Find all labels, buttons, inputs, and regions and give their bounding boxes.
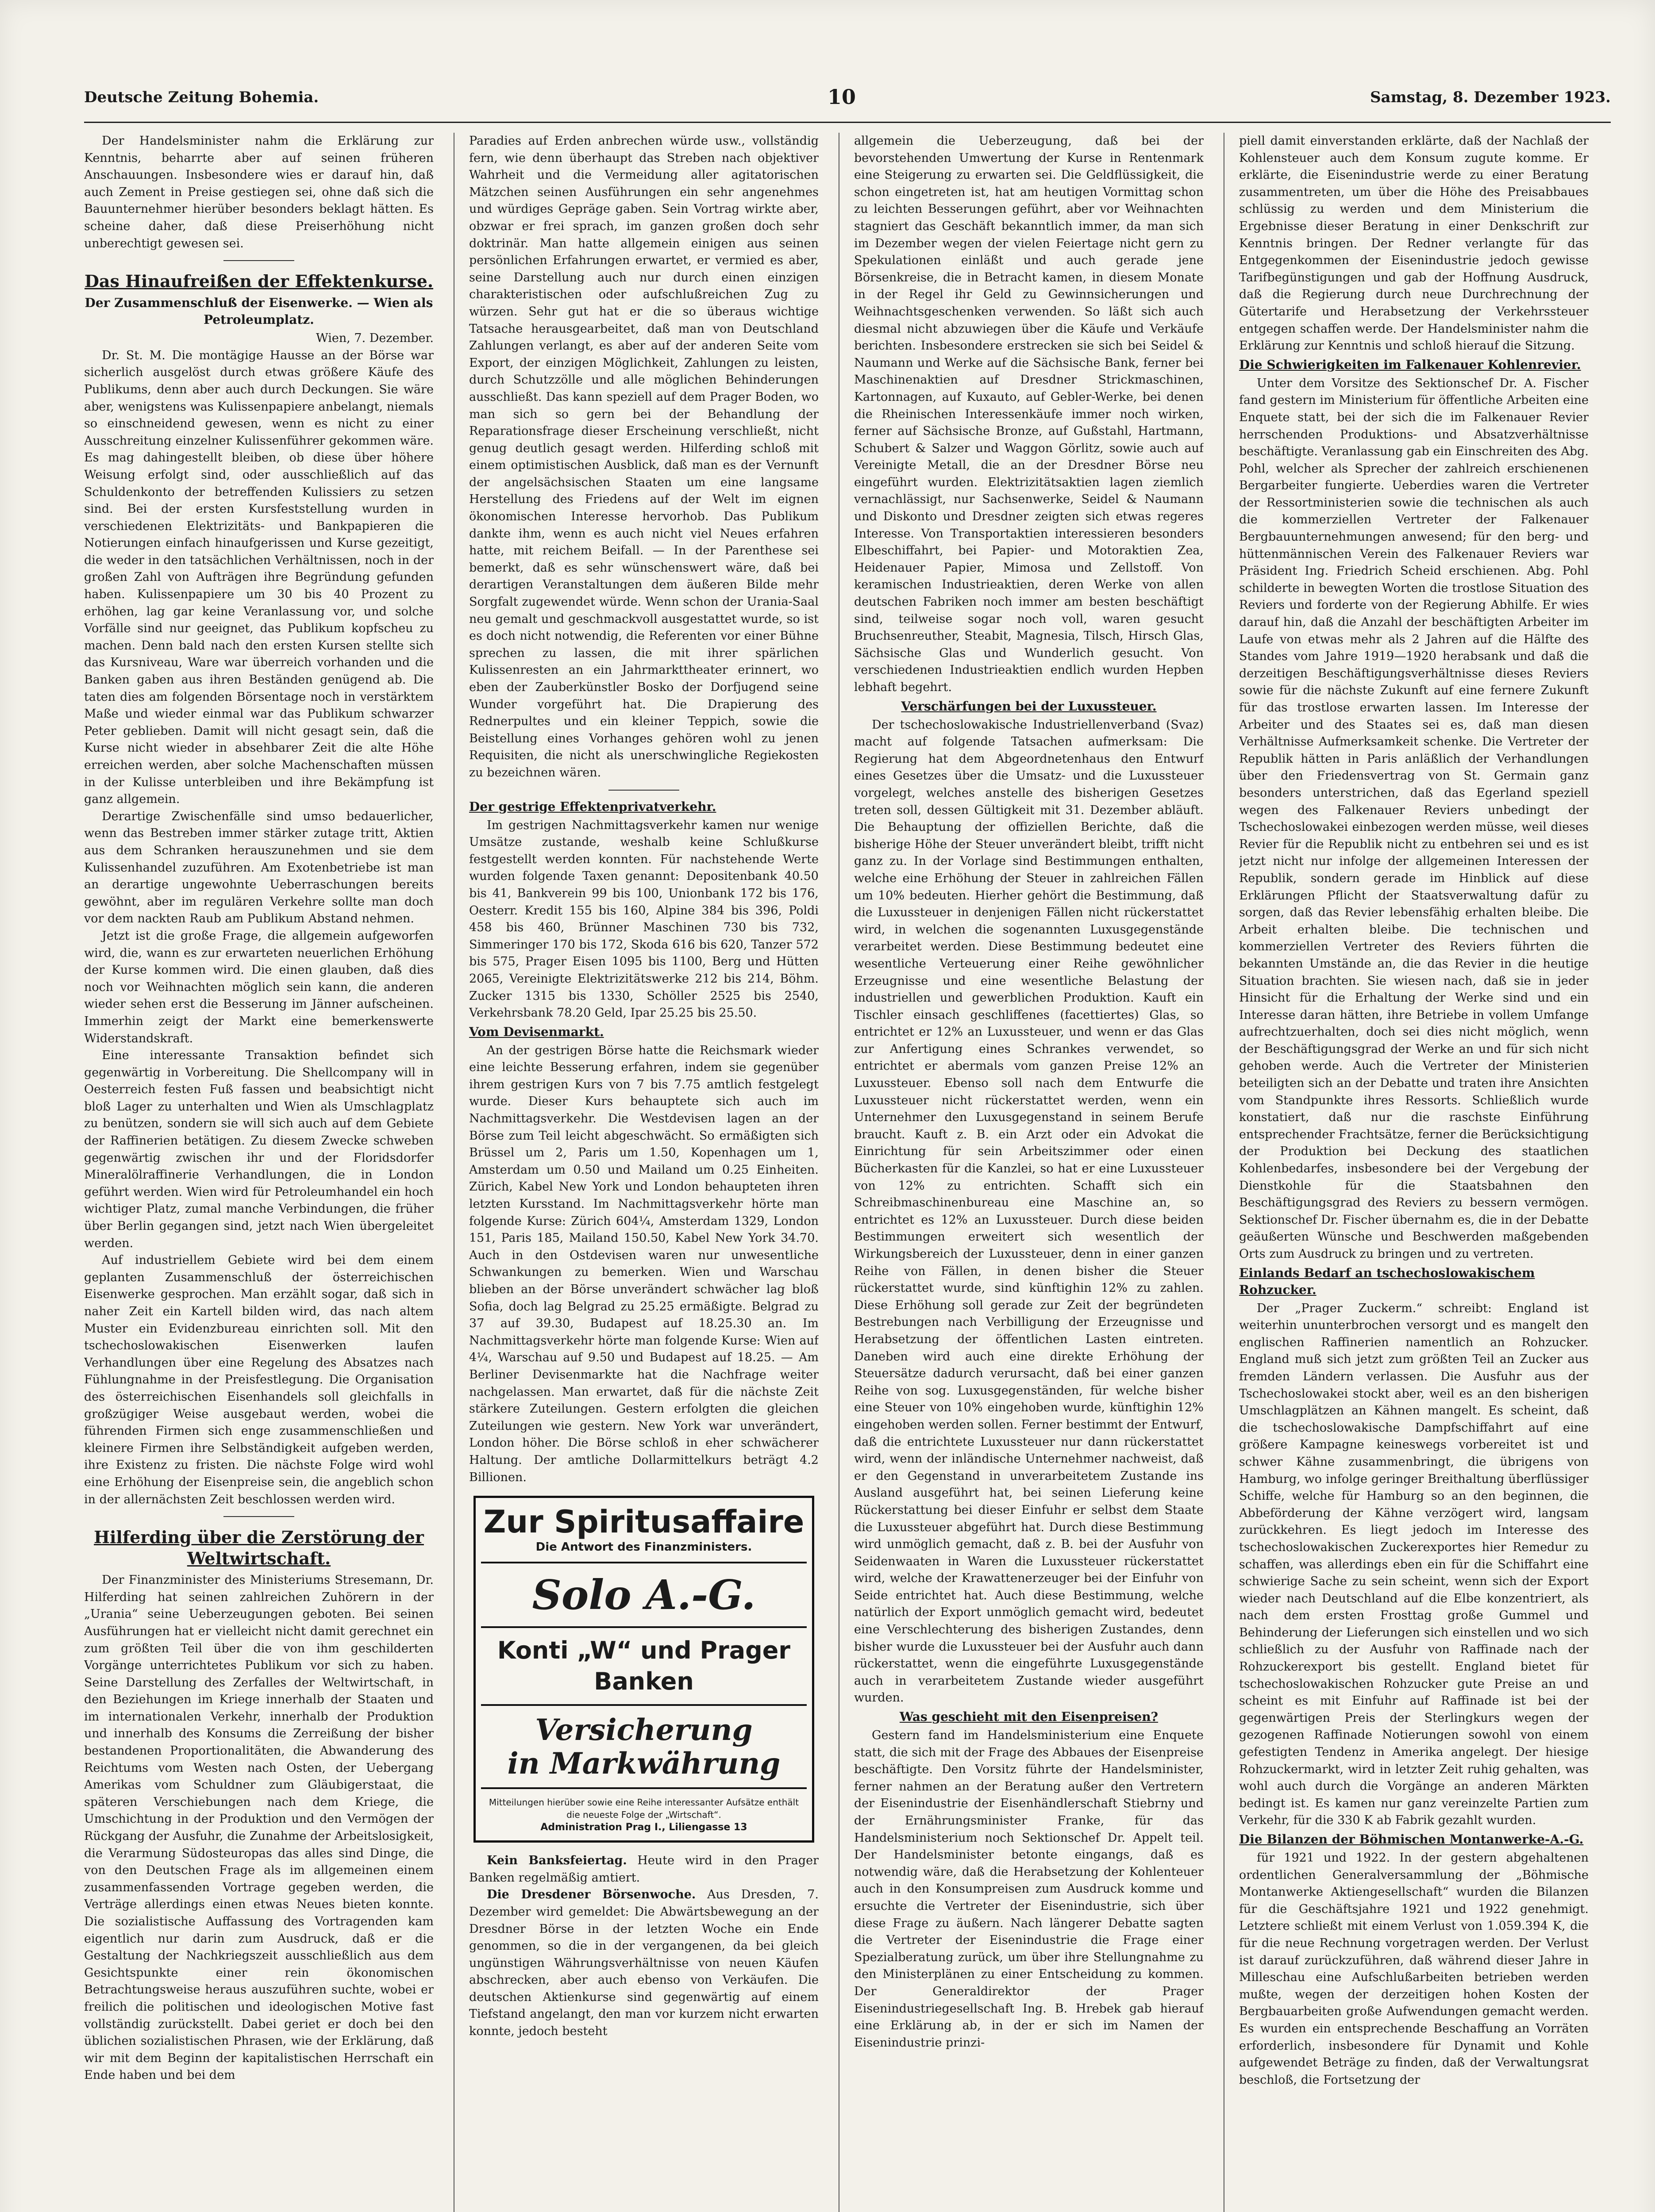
article-paragraph: Gestern fand im Handelsministerium eine Enquete statt, die sich mit der Frage des Abbaues der Eisenpreise beschäftigte. Den Vorsitz führte der Handelsminister, ferner nahmen an der Beratung außer den Vertretern der Eisenindustrie der Eisenhändlerschaft Stiebrny und der Ernährungsminister Franke, für das Handelsministerium noch Sektionschef Dr. Appelt teil. Der Handelsminister betonte eingangs, daß es notwendig wäre, daß die Herabsetzung der Kohlenteuer auch in den Konsumpreisen zum Ausdruck komme und ersuchte die Vertreter der Eisenindustrie, sich über diese Frage zu äußern. Nach längerer Debatte sagten die Vertreter der Eisenindustrie die Frage einer Spezialberatung zurück, um über ihre Stellungnahme zu den Ministerplänen zu einer Entscheidung zu kommen. Der Generaldirektor der Prager Eisenindustriegesellschaft Ing. B. Hrebek gab hierauf eine Erklärung ab, in der er sich im Namen der Eisenindustrie prinzi- — [854, 1728, 1204, 2050]
separator — [223, 260, 294, 261]
section-heading: Verschärfungen bei der Luxussteuer. — [901, 699, 1157, 714]
article-paragraph: Der „Prager Zuckerm.“ schreibt: England ist weiterhin ununterbrochen versorgt und es mangelt den englischen Raffinerien namentlich an Rohzucker. England muß sich jetzt zum größten Teil an Zucker aus fremden Ländern verlassen. Die Ausfuhr aus der Tschechoslowakei stockt aber, weil es an den bisherigen Umschlagplätzen an Kähnen mangelt. Es scheint, daß die tschechoslowakische Dampfschiffahrt auf eine größere Kampagne keineswegs vorbereitet ist und schwer Kähne zusammenbringt, die übrigens von Hamburg, wo infolge geringer Breithaltung überflüssiger Schiffe, welche für Hamburg so an den beginnen, die Abbeförderung der Kähne verzögert wird, langsam zurückkehren. Es liegt jedoch im Interesse des tschechoslowakischen Zuckerexportes hier Remedur zu schaffen, was allerdings eben ein für die Schiffahrt eine schwierige Sache zu sein scheint, wenn sich der Export wieder nach Deutschland auf die Elbe konzentriert, als nach dem ersten Frosttag große Gummel und Behinderung der Lieferungen sich einstellen und wo sich schließlich zu der Ausfuhr von Raffinade nach der Rohzuckerexport bis gestellt. England bietet für tschechoslowakischen Rohzucker gute Preise an und scheint es mit Einfuhr auf Raffinade ist bei der gegenwärtigen Preis der Sterlingkurs wegen der gezogenen Raffinade Notierungen sowohl von einem gefestigten Tendenz in Amerika angelegt. Der hiesige Rohzuckermarkt, wird in letzter Zeit ruhig gehalten, was wohl auch durch die Vorgänge an anderen Märkten bedingt ist. Es kamen nur ganz vereinzelte Partien zum Verkehr, für die 330 K ab Fabrik gezahlt wurden. — [1239, 1301, 1589, 1828]
masthead — [84, 85, 1611, 115]
ad-company: Solo A.-G. — [532, 1571, 756, 1619]
article-paragraph: Dr. St. M. Die montägige Hausse an der Börse war sicherlich ausgelöst durch etwas größere Käufe des Publikums, denn aber auch durch Deckungen. Sie wäre aber, wenigstens was Kulissenpapiere anbelangt, niemals so einschneidend gewesen, wenn es nicht zu einer Ausschreitung einzelner Kulissenführer gekommen wäre. Es mag dahingestellt bleiben, ob diese über höhere Weisung erfolgt sind, oder ausschließlich auf das Schuldenkonto der betreffenden Kulissiers zu setzen sind. Bei der ersten Kursfeststellung wurden in verschiedenen Elektrizitäts- und Bankpapieren die Notierungen einfach hinaufgerissen und Kurse gezeitigt, die weder in den tatsächlichen Verhältnissen, noch in der großen Zahl von Aufträgen ihre Begründung gefunden haben. Kulissenpapiere um 30 bis 40 Prozent zu erhöhen, lag gar keine Veranlassung vor, und solche Vorfälle sind nur geeignet, das Publikum kopfscheu zu machen. Denn bald nach den ersten Kursen stellte sich das Kursniveau, Ware war überreich vorhanden und die Banken gaben aus ihren Beständen genügend ab. Die taten dies am folgenden Börsentage noch in verstärktem Maße und wieder einmal war das Publikum schwarzer Peter geblieben. Damit will nicht gesagt sein, daß die Kurse nicht wieder in absehbarer Zeit die alte Höhe erreichen werden, aber solche Machenschaften müssen in der Kulisse unterbleiben und ihre Bekämpfung ist ganz allgemein. — [84, 348, 434, 806]
article-paragraph: für 1921 und 1922. In der gestern abgehaltenen ordentlichen Generalversammlung der „Böhmische Montanwerke Aktiengesellschaft“ wurden die Bilanzen für die Geschäftsjahre 1921 und 1922 genehmigt. Letztere schließt mit einem Verlust von 1.059.394 K, die für die neue Rechnung vorgetragen werden. Der Verlust ist darauf zurückzuführen, daß während dieser Jahre in Milleschau eine Aufschlußarbeiten betrieben werden mußte, wegen der derzeitigen hohen Kosten der Bergbauarbeiten große Aufwendungen gemacht werden. Es wurden ein entsprechende Beschaffung an Vorräten erforderlich, insbesondere für Dynamit und Kohle aufgewendet Beträge zu finden, daß der Verwaltungsrat beschloß, die Fortsetzung der — [1239, 1851, 1589, 2087]
article-paragraph: An der gestrigen Börse hatte die Reichsmark wieder eine leichte Besserung erfahren, indem sie gegenüber ihrem gestrigen Kurs von 7 bis 7.75 amtlich festgelegt wurde. Dieser Kurs behauptete sich auch im Nachmittagsverkehr. Die Westdevisen lagen an der Börse zum Teil leicht abgeschwächt. So ermäßigten sich Brüssel um 2, Paris um 1.50, Kopenhagen um 1, Amsterdam um 0.50 und Mailand um 0.25 Einheiten. Zürich, Kabel New York und London behaupteten ihren letzten Kursstand. Im Nachmittagsverkehr hörte man folgende Kurse: Zürich 604¼, Amsterdam 1329, London 151, Paris 185, Mailand 150.50, Kabel New York 34.70. Auch in den Ostdevisen waren nur unwesentliche Schwankungen zu bemerken. Wien und Warschau blieben an der Börse unverändert schwächer lag bloß Sofia, doch lag Belgrad zu 25.25 ermäßigte. Belgrad zu 37 auf 39.30, Budapest auf 18.25.30 an. Im Nachmittagsverkehr hörte man folgende Kurse: Wien auf 4¼, Warschau auf 9.50 und Budapest auf 18.25. — Am Berliner Devisenmarkte hat die Nachfrage weiter nachgelassen. Man erwartet, daß für die nächste Zeit stärkere Zuteilungen. Gestern erfolgten die gleichen Zuteilungen wie gestern. New York war unverändert, London höher. Die Börse schloß in eher schwächerer Haltung. Der amtliche Dollarmittelkurs beträgt 4.2 Billionen. — [469, 1043, 819, 1484]
section-heading: Einlands Bedarf an tschechoslowakischem Rohzucker. — [1239, 1265, 1535, 1297]
ad-divider — [481, 1626, 807, 1628]
ad-line: Konti „W“ und Prager Banken — [497, 1636, 791, 1696]
article-paragraph: Der Finanzminister des Ministeriums Stresemann, Dr. Hilferding hat seinen zahlreichen Zuhörern in der „Urania“ seine Ueberzeugungen geboten. Bei seinen Ausführungen hat er vielleicht nicht damit gerechnet ein zum größten Teil über die von ihm geschilderten Vorgänge unterrichtetes Publikum vor sich zu haben. Seine Darstellung des Zerfalles der Weltwirtschaft, in den Beziehungen im Kriege innerhalb der Staaten und im internationalen Verkehr, innerhalb der Produktion und innerhalb des Konsums die Zerreißung der bisher bestandenen Proportionalitäten, die Abwanderung des Reichtums vom Westen nach Osten, der Uebergang Amerikas vom Schuldner zum Gläubigerstaat, die späteren Verschiebungen nach dem Kriege, die Umschichtung in der Produktion und den Vermögen der Rückgang der Ausfuhr, die Zunahme der Arbeitslosigkeit, die Verarmung Südosteuropas das alles sind Dinge, die von den Deutschen Frage als im allgemeinen einem zusammenfassenden Vortrage gegeben werden, die Verträge allerdings einen etwas Neues bieten konnte. Die sozialistische Auffassung des Vortragenden kam eigentlich nur darin zum Ausdruck, daß er die Gestaltung der Nachkriegszeit ausschließlich aus dem Gesichtspunkte einer rein ökonomischen Betrachtungsweise heraus auszuführen suchte, wobei er freilich die politischen und ideologischen Motive fast vollständig zurückstellt. Dabei geriet er doch bei den üblichen sozialistischen Phrasen, wie der Erklärung, daß wir mit dem Beginn der kapitalistischen Herrschaft ein Ende haben und bei dem — [84, 1573, 434, 2082]
article-paragraph: Derartige Zwischenfälle sind umso bedauerlicher, wenn das Bestreben immer stärker zutage tritt, Aktien aus dem Schranken herauszunehmen und sie dem Kulissenhandel zuzuführen. Am Exotenbetriebe ist man an derartige ungewohnte Ueberraschungen bereits gewöhnt, aber im regulären Verkehre sollte man doch vor dem nackten Raub am Publikum Abstand nehmen. — [84, 809, 434, 926]
section-heading: Was geschieht mit den Eisenpreisen? — [899, 1709, 1158, 1724]
ad-note: Mitteilungen hierüber sowie eine Reihe interessanter Aufsätze enthält die neueste Folge der „Wirtschaft“. — [489, 1797, 799, 1820]
column-4 — [1239, 133, 1589, 2212]
dateline: Wien, 7. Dezember. — [316, 331, 434, 346]
separator — [223, 1516, 294, 1517]
ad-divider — [481, 1704, 807, 1706]
section-heading: Der gestrige Effektenprivatverkehr. — [469, 799, 716, 814]
ad-subtitle: Die Antwort des Finanzministers. — [535, 1540, 752, 1554]
article-paragraph: allgemein die Ueberzeugung, daß bei der bevorstehenden Umwertung der Kurse in Rentenmark eine Steigerung zu erwarten sei. Die Geldflüssigkeit, die schon eingetreten ist, hat am heutigen Vormittag schon zu leichten Besserungen geführt, aber vor Weihnachten stagniert das Geschäft bekanntlich immer, da man sich im Dezember wegen der vielen Feiertage nicht gern zu Spekulationen einläßt und auch gerade jene Börsenkreise, die in Betracht kamen, in diesem Monate in der Regel ihr Geld zu Gewinnsicherungen und Weihnachtsgeschenken verwenden. So läßt sich auch diesmal nicht abzuwiegen über die Käufe und Verkäufe berichten. Insbesondere erstrecken sie sich bei Seidel & Naumann und Werke auf die Sächsische Bank, ferner bei Maschinenaktien auf Dresdner Strickmaschinen, Kartonnagen, auf Kuxauto, auf Gebler-Werke, bei denen die Rheinischen Interessenkäufe immer noch wirken, ferner auf Sächsische Bronze, auf Gußstahl, Hartmann, Schubert & Salzer und Waggon Görlitz, sowie auch auf Vereinigte Metall, die an der Dresdner Börse neu eingeführt wurden. Elektrizitätsaktien lagen ziemlich vernachlässigt, nur Sachsenwerke, Seidel & Naumann und Diskonto und Dresdner zeigten sich etwas regeres Interesse. Von Transportaktien interessieren besonders Elbeschiffahrt, bei Papier- und Motoraktien Zea, Heidenauer Papier, Mimosa und Zellstoff. Von keramischen Industrieaktien, deren Werke von allen deutschen Fabriken noch immer am besten beschäftigt sind, teilweise sogar noch voll, waren gesucht Bruchsenreuther, Steabit, Magnesia, Tilsch, Hirsch Glas, Sächsische Glas und Wunderlich gesucht. Von verschiedenen Industrieaktien endlich wurden Hepben lebhaft begehrt. — [854, 134, 1204, 694]
article-paragraph: Jetzt ist die große Frage, die allgemein aufgeworfen wird, die, wann es zur erwarteten neuerlichen Erhöhung der Kurse kommen wird. Die einen glauben, daß dies noch vor Weihnachten möglich sein kann, die anderen wieder sehen erst die Besserung im Jänner aufscheinen. Immerhin zeigt der Markt eine bemerkenswerte Widerstandskraft. — [84, 929, 434, 1045]
article-headline: Das Hinaufreißen der Effektenkurse. — [84, 271, 434, 292]
article-paragraph: Im gestrigen Nachmittagsverkehr kamen nur wenige Umsätze zustande, weshalb keine Schlußkurse festgestellt werden konnten. Für nachstehende Werte wurden folgende Taxen genannt: Depositenbank 40.50 bis 41, Bankverein 99 bis 100, Unionbank 172 bis 176, Oesterr. Kredit 155 bis 160, Alpine 384 bis 396, Poldi 458 bis 460, Brünner Maschinen 730 bis 732, Simmeringer 170 bis 172, Skoda 616 bis 620, Tanzer 572 bis 575, Prager Eisen 1095 bis 1100, Berg und Hütten 2065, Vereinigte Elektrizitätswerke 212 bis 214, Böhm. Zucker 1315 bis 1330, Schöller 2525 bis 2540, Verkehrsbank 78.20 Geld, Ipar 25.25 bis 25.50. — [469, 818, 819, 1020]
article-paragraph: Der Handelsminister nahm die Erklärung zur Kenntnis, beharrte aber auf seinen früheren Anschauungen. Insbesondere wies er darauf hin, daß auch Zement in Preise gestiegen sei, ohne daß sich die Bauunternehmer hierüber besonders beklagt hätten. Es scheine daher, daß diese Preiserhöhung nicht unberechtigt gewesen sei. — [84, 134, 434, 250]
ad-headline-2: in Markwährung — [507, 1746, 781, 1781]
column-3 — [854, 133, 1204, 2212]
article-headline: Hilferding über die Zerstörung der Weltwirtschaft. — [94, 1527, 424, 1569]
news-text: Heute wird in den Prager Banken regelmäßig amtiert. — [469, 1854, 819, 1885]
article-paragraph: Paradies auf Erden anbrechen würde usw., vollständig fern, wie denn überhaupt das Streben nach objektiver Wahrheit und die Vermeidung aller agitatorischen Mätzchen seinen Ausführungen ein sehr angenehmes und würdiges Gepräge gaben. Sein Vortrag wirkte aber, obzwar er frei sprach, im ganzen großen doch sehr doktrinär. Man hatte allgemein einigen aus seinen persönlichen Erfahrungen erwartet, er vermied es aber, seine Darstellung auch nur durch einen einzigen charakteristischen oder aufschlußreichen Zug zu würzen. Sehr gut hat er die so überaus wichtige Tatsache herausgearbeitet, daß man von Deutschland Zahlungen verlangt, es aber auf der anderen Seite vom Export, der einzigen Möglichkeit, Zahlungen zu leisten, durch Schutzzölle und alle möglichen Behinderungen ausschließt. Das kann speziell auf dem Prager Boden, wo man sich so gern bei der Behandlung der Reparationsfrage dieser Erscheinung verschließt, nicht genug deutlich gesagt werden. Hilferding schloß mit einem optimistischen Ausblick, daß man es der Vernunft der angelsächsischen Staaten um eine langsame Herstellung des Friedens auf der Welt im eignen ökonomischen Interesse hervorhob. Das Publikum dankte ihm, wenn es auch nicht viel Neues erfahren hatte, mit reichem Beifall. — In der Parenthese sei bemerkt, daß es sehr wünschenswert wäre, daß bei derartigen Veranstaltungen dem äußeren Bilde mehr Sorgfalt zugewendet würde. Wenn schon der Urania-Saal neu gemalt und geschmackvoll ausgestattet wurde, so ist es doch nicht notwendig, die Referenten vor einer Bühne sprechen zu lassen, die mit ihrer spärlichen Kulissenresten an ein Jahrmarkttheater erinnert, wo eben der Zauberkünstler Bosko der Dorfjugend seine Wunder vorgeführt hat. Die Drapierung des Rednerpultes und ein kleiner Teppich, sowie die Beistellung eines Vorhanges gehören wohl zu jenen Requisiten, die nicht als unerschwingliche Regiekosten zu bezeichnen wären. — [469, 134, 819, 780]
page-number: 10 — [828, 85, 856, 109]
article-paragraph: Der tschechoslowakische Industriellenverband (Svaz) macht auf folgende Tatsachen aufmerksam: Die Regierung hat dem Abgeordnetenhaus den Entwurf eines Gesetzes über die Umsatz- und die Luxussteuer vorgelegt, welches anstelle des bisherigen Gesetzes treten soll, dessen Gültigkeit mit 31. Dezember abläuft. Die Behauptung der offiziellen Berichte, daß die bisherige Höhe der Steuer unverändert bleibt, trifft nicht ganz zu. In der Vorlage sind Bestimmungen enthalten, welche eine Erhöhung der Steuer in zahlreichen Fällen um 10% bedeuten. Hierher gehört die Bestimmung, daß die Luxussteuer in denjenigen Fällen nicht rückerstattet wird, in welchen die sogenannten Luxusgegenstände verarbeitet werden. Diese Bestimmung bedeutet eine wesentliche Verteuerung einer Reihe gewöhnlicher Erzeugnisse und eine wesentliche Belastung der industriellen und gewerblichen Produktion. Kauft ein Tischler einsach geschliffenes (facettiertes) Glas, so entrichtet er 12% an Luxussteuer, und wenn er das Glas zur Anfertigung eines Schrankes verwendet, so entrichtet er abermals vom ganzen Preise 12% an Luxussteuer. Ebenso soll nach dem Entwurfe die Luxussteuer nicht rückerstattet werden, wenn ein Unternehmer den Luxusgegenstand in seinem Berufe braucht. Kauft z. B. ein Arzt oder ein Advokat die Einrichtung für sein Arbeitszimmer oder einen Bücherkasten für die Kanzlei, so hat er eine Luxussteuer von 12% zu entrichten. Schafft sich ein Schreibmaschinenbureau eine Maschine an, so entrichtet es 12% an Luxussteuer. Durch diese beiden Bestimmungen erweitert sich wesentlich der Wirkungsbereich der Luxussteuer, denn in einer ganzen Reihe von Fällen, in denen bisher die Steuer rückerstattet wurde, sind künftighin 12% zu zahlen. Diese Erhöhung soll gerade zur Zeit der begründeten Bestrebungen nach Verbilligung der Erzeugnisse und Herabsetzung der öffentlichen Lasten eintreten. Daneben wird auch eine direkte Erhöhung der Steuersätze dadurch verursacht, daß bei einer ganzen Reihe von sog. Luxusgegenständen, für welche bisher eine Steuer von 10% eingehoben wurde, künftighin 12% eingehoben werden sollen. Ferner bestimmt der Entwurf, daß die entrichtete Luxussteuer nur dann rückerstattet wird, wenn der inländische Unternehmer nachweist, daß er den Gegenstand in unverarbeitetem Zustande ins Ausland ausgeführt hat, bei seinen Lieferung keine Rückerstattung bei dieser Einfuhr er selbst dem Staate die Luxussteuer abgeführt hat. Durch diese Bestimmung wird unmöglich gemacht, daß z. B. bei der Ausfuhr von Seidenwaaten in Waren die Luxussteuer rückerstattet wird, welche der Krawattenerzeuger bei der Einfuhr von Seide entrichtet hat. Auch diese Bestimmung, welche natürlich der Export unmöglich gemacht wird, bedeutet eine Verschlechterung des bisherigen Zustandes, denn bisher wurde die Luxussteuer bei der Ausfuhr auch dann rückerstattet, wenn die eingeführte Luxusgegenstände auch in verarbeitetem Zustande wieder ausgeführt wurden. — [854, 718, 1204, 1705]
ad-divider — [481, 1562, 807, 1563]
masthead-rule — [84, 122, 1611, 123]
article-paragraph: piell damit einverstanden erklärte, daß der Nachlaß der Kohlensteuer auch dem Konsum zugute komme. Er erklärte, die Eisenindustrie werde zu einer Beratung zusammentreten, um über die Höhe des Preisabbaues schlüssig zu werden und dem Ministerium die Ergebnisse dieser Beratung in einer Denkschrift zur Kenntnis bringen. Der Redner verlangte für das Entgegenkommen der Eisenindustrie jedoch gewisse Tarifbegünstigungen und gab der Hoffnung Ausdruck, daß die Regierung durch neue Durchrechnung der Gütertarife und Herabsetzung der Verkehrssteuer entgegen schaffen werde. Der Handelsminister nahm die Erklärung zur Kenntnis und schloß hierauf die Sitzung. — [1239, 134, 1589, 353]
article-subheadline: Der Zusammenschluß der Eisenwerke. — Wien als Petroleumplatz. — [85, 296, 433, 327]
advertisement — [473, 1496, 814, 1843]
ad-divider — [481, 1787, 807, 1789]
column-2 — [469, 133, 819, 2212]
column-1 — [84, 133, 434, 2212]
news-head: Die Dresdener Börsenwoche. — [487, 1888, 696, 1902]
ad-title: Zur Spiritusaffaire — [483, 1504, 804, 1540]
article-paragraph: Eine interessante Transaktion befindet sich gegenwärtig in Vorbereitung. Die Shellcompany will in Oesterreich festen Fuß fassen und beabsichtigt nicht bloß Lager zu unterhalten und Wien als Umschlagplatz zu benützen, sondern sie will sich auch auf dem Gebiete der Raffinerien betätigen. Zu diesem Zwecke schweben gegenwärtig zwischen ihr und der Floridsdorfer Mineralölraffinerie Verhandlungen, die in London geführt werden. Wien wird für Petroleumhandel ein hoch wichtiger Platz, zumal manche Verbindungen, die früher über Berlin gegangen sind, jetzt nach Wien übergeleitet werden. — [84, 1048, 434, 1250]
issue-date: Samstag, 8. Dezember 1923. — [1370, 88, 1611, 106]
news-text: Aus Dresden, 7. Dezember wird gemeldet: Die Abwärtsbewegung an der Dresdner Börse in der letzten Woche ein Ende genommen, so die in der vergangenen, da bei gleich ungünstigen Währungsverhältnisse von neuen Käufen abschrecken, aber auch ebenso von Verkäufen. Die deutschen Aktienkurse sind gegenwärtig auf einem Tiefstand angelangt, den man vor kurzem nicht erwarten konnte, jedoch besteht — [469, 1888, 819, 2039]
section-heading: Die Schwierigkeiten im Falkenauer Kohlenrevier. — [1239, 357, 1581, 372]
article-paragraph: Auf industriellem Gebiete wird bei dem einem geplanten Zusammenschluß der österreichischen Eisenwerke gesprochen. Man erzählt sogar, daß sich in naher Zeit ein Kartell bilden wird, das nach altem Muster ein Evidenzbureau einrichten soll. Mit den tschechoslowakischen Eisenwerken laufen Verhandlungen über eine Regelung des Absatzes nach Fühlungnahme in der Preisfestlegung. Die Organisation des österreichischen Eisenhandels soll gleichfalls in großzügiger Weise ausgebaut werden, wobei die führenden Firmen sich enge zusammenschließen und kleinere Firmen ihre Selbständigkeit aufgeben werden, ihre Existenz zu fristen. Die nächste Folge wird wohl eine Erhöhung der Eisenpreise sein, die angeblich schon in der allernächsten Zeit beschlossen werden wird. — [84, 1253, 434, 1506]
section-heading: Die Bilanzen der Böhmischen Montanwerke-A.-G. — [1239, 1832, 1584, 1847]
news-head: Kein Banksfeiertag. — [487, 1854, 627, 1868]
ad-headline-1: Versicherung — [535, 1713, 753, 1747]
article-paragraph: Unter dem Vorsitze des Sektionschef Dr. A. Fischer fand gestern im Ministerium für öffentliche Arbeiten eine Enquete statt, bei der sich die im Falkenauer Revier herrschenden Produktions- und Absatzverhältnisse beschäftigte. Veranlassung gab ein Einschreiten des Abg. Pohl, welcher als Sprecher der zahlreich erschienenen Bergarbeiter fungierte. Ueberdies waren die Vertreter der Ressortministerien sowie die technischen als auch die kommerziellen Vertreter der Falkenauer Bergbauunternehmungen anwesend; für den berg- und hüttenmännischen Verein des Falkenauer Reviers war Präsident Ing. Friedrich Scheid erschienen. Abg. Pohl schilderte in bewegten Worten die trostlose Situation des Reviers und forderte von der Regierung Abhilfe. Er wies darauf hin, daß die Anzahl der beschäftigten Arbeiter im Laufe von etwas mehr als 2 Jahren auf die Hälfte des Standes vom Jahre 1919—1920 herabsank und daß die derzeitigen Beschäftigungsverhältnisse dieses Reviers sowie für die nächste Zukunft auf eine fernere Zukunft für das trostlose erwarten lassen. Im Interesse der Arbeiter und des Staates sei es, daß man diesen Verhältnisse Aufmerksamkeit schenke. Die Vertreter der Republik hätten in Paris anläßlich der Verhandlungen über den Friedensvertrag von St. Germain ganz besonders unterstrichen, daß das Egerland speziell wegen des Falkenauer Reviers unbedingt der Tschechoslowakei einbezogen werden müsse, weil dieses Revier für die Republik nicht zu entbehren sei und es ist jetzt nicht nur infolge der allgemeinen Interessen der Republik, sondern gerade im Hinblick auf diese Erklärungen Pflicht der Staatsverwaltung dafür zu sorgen, daß das Revier lebensfähig erhalten bleibe. Die Arbeit erhalten bleibe. Die technischen und kommerziellen Vertreter des Reviers führten die bekannten Umstände an, die das Revier in die heutige Situation brachten. Sie wiesen nach, daß sie in jeder Hinsicht für die Erhaltung der Werke sind und ein Interesse daran hätten, ihre Betriebe in vollem Umfange aufrechtzuerhalten, doch sei dies nicht möglich, wenn der Beschäftigungsgrad der Werke an und für sich nicht gehoben werde. Auch die Vertreter der Ministerien beteiligten sich an der Debatte und traten ihre Ansichten vom Standpunkte ihres Ressorts. Schließlich wurde konstatiert, daß nur die raschste Einführung entsprechender Frachtsätze, ferner die Berücksichtigung der Produktion bei Deckung des staatlichen Kohlenbedarfes, insbesondere bei der Vergebung der Dienstkohle für die Staatsbahnen den Beschäftigungsgrad des Reviers zu bessern vermögen. Sektionschef Dr. Fischer übernahm es, die in der Debatte geäußerten Wünsche und Beschwerden maßgebenden Orts zum Ausdruck zu bringen und zu vertreten. — [1239, 376, 1589, 1261]
section-heading: Vom Devisenmarkt. — [469, 1024, 604, 1039]
ad-address: Administration Prag I., Liliengasse 13 — [540, 1822, 747, 1833]
separator — [608, 790, 679, 791]
paper-name: Deutsche Zeitung Bohemia. — [84, 88, 319, 106]
